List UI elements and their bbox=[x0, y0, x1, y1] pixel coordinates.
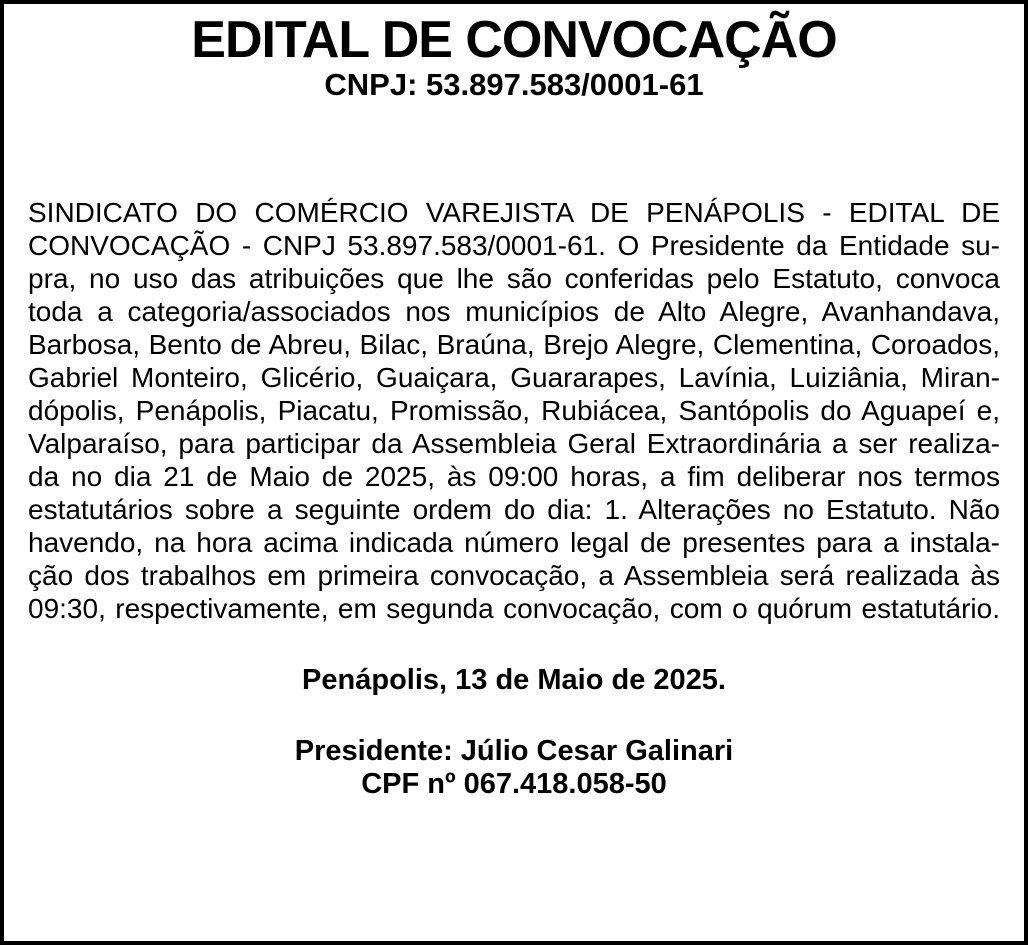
body-line: Gabriel Monteiro, Glicério, Guaiçara, Guararapes, Lavínia, Luiziânia, Miran- bbox=[28, 362, 1000, 393]
signature-block bbox=[4, 735, 1024, 801]
body-line: Barbosa, Bento de Abreu, Bilac, Braúna, Brejo Alegre, Clementina, Coroados, bbox=[28, 329, 1000, 360]
body-line: CONVOCAÇÃO - CNPJ 53.897.583/0001-61. O Presidente da Entidade su- bbox=[28, 230, 1000, 261]
body-line: estatutários sobre a seguinte ordem do dia: 1. Alterações no Estatuto. Não bbox=[28, 494, 1000, 525]
date-line: Penápolis, 13 de Maio de 2025. bbox=[302, 664, 726, 696]
body-line: 09:30, respectivamente, em segunda convocação, com o quórum estatutário. bbox=[28, 593, 1000, 624]
page-title: EDITAL DE CONVOCAÇÃO bbox=[191, 11, 837, 69]
president-line: Presidente: Júlio Cesar Galinari bbox=[294, 735, 734, 767]
body-line: dópolis, Penápolis, Piacatu, Promissão, Rubiácea, Santópolis do Aguapeí e, bbox=[28, 395, 1000, 426]
body-line: SINDICATO DO COMÉRCIO VAREJISTA DE PENÁPOLIS - EDITAL DE bbox=[28, 197, 1000, 228]
body-line: ção dos trabalhos em primeira convocação, a Assembleia será realizada às bbox=[28, 560, 1000, 591]
cnpj-subtitle: CNPJ: 53.897.583/0001-61 bbox=[324, 67, 704, 102]
body-line: toda a categoria/associados nos municípios de Alto Alegre, Avanhandava, bbox=[28, 296, 1000, 327]
body-line: pra, no uso das atribuições que lhe são conferidas pelo Estatuto, convoca bbox=[28, 263, 1000, 294]
body-line: Valparaíso, para participar da Assembleia Geral Extraordinária a ser realiza- bbox=[28, 428, 1000, 459]
notice-body bbox=[28, 196, 1000, 625]
cpf-line: CPF nº 067.418.058-50 bbox=[361, 768, 667, 800]
body-line: havendo, na hora acima indicada número legal de presentes para a instala- bbox=[28, 527, 1000, 558]
body-line: da no dia 21 de Maio de 2025, às 09:00 horas, a fim deliberar nos termos bbox=[28, 461, 1000, 492]
